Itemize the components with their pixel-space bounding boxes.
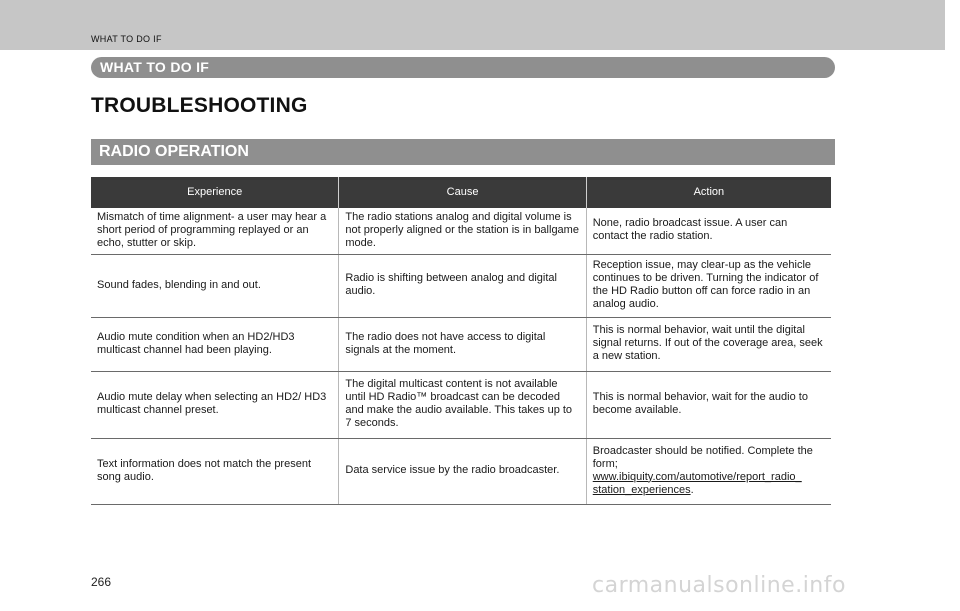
- cause-cell: Radio is shifting between analog and digital audio.: [339, 254, 586, 317]
- subsection-heading-bar: [91, 139, 835, 165]
- experience-cell: Audio mute condition when an HD2/HD3 multicast channel had been playing.: [91, 317, 339, 371]
- section-heading: WHAT TO DO IF: [100, 59, 210, 75]
- table-header-row: [91, 177, 831, 208]
- header-band: [0, 0, 945, 50]
- cause-cell: The radio stations analog and digital volume is not properly aligned or the station is in ballgame mode.: [339, 208, 586, 254]
- experience-cell: Text information does not match the present song audio.: [91, 438, 339, 504]
- subsection-heading: RADIO OPERATION: [99, 143, 249, 160]
- action-cell: [586, 438, 831, 504]
- action-cell: Reception issue, may clear-up as the vehicle continues to be driven. Turning the indicator of the HD Radio button off can force radio in an analog audio.: [586, 254, 831, 317]
- table-row: [91, 438, 831, 504]
- breadcrumb: WHAT TO DO IF: [91, 34, 162, 44]
- section-heading-bar: [91, 57, 835, 78]
- table-row: [91, 371, 831, 438]
- action-cell: This is normal behavior, wait until the digital signal returns. If out of the coverage area, seek a new station.: [586, 317, 831, 371]
- experience-cell: Sound fades, blending in and out.: [91, 254, 339, 317]
- watermark: carmanualsonline.info: [592, 573, 846, 598]
- troubleshooting-table: [91, 177, 831, 505]
- experience-cell: Audio mute delay when selecting an HD2/ HD3 multicast channel preset.: [91, 371, 339, 438]
- table-row: [91, 317, 831, 371]
- cause-cell: Data service issue by the radio broadcaster.: [339, 438, 586, 504]
- column-header-cause: Cause: [339, 177, 586, 208]
- table-row: [91, 208, 831, 254]
- action-tail: .: [690, 483, 694, 496]
- page-title: TROUBLESHOOTING: [91, 94, 308, 117]
- action-cell: None, radio broadcast issue. A user can contact the radio station.: [586, 208, 831, 254]
- action-cell: This is normal behavior, wait for the audio to become available.: [586, 371, 831, 438]
- experience-cell: Mismatch of time alignment- a user may hear a short period of programming replayed or an echo, stutter or skip.: [91, 208, 339, 254]
- cause-cell: The digital multicast content is not available until HD Radio™ broadcast can be decoded and make the audio available. This takes up to 7 seconds.: [339, 371, 586, 438]
- column-header-action: Action: [586, 177, 831, 208]
- report-link[interactable]: www.ibiquity.com/automotive/report_radio_ station_experiences: [592, 470, 802, 496]
- action-text: Broadcaster should be notified. Complete the form;: [592, 444, 813, 470]
- column-header-experience: Experience: [91, 177, 339, 208]
- table-row: [91, 254, 831, 317]
- page-number: 266: [91, 575, 112, 589]
- cause-cell: The radio does not have access to digital signals at the moment.: [339, 317, 586, 371]
